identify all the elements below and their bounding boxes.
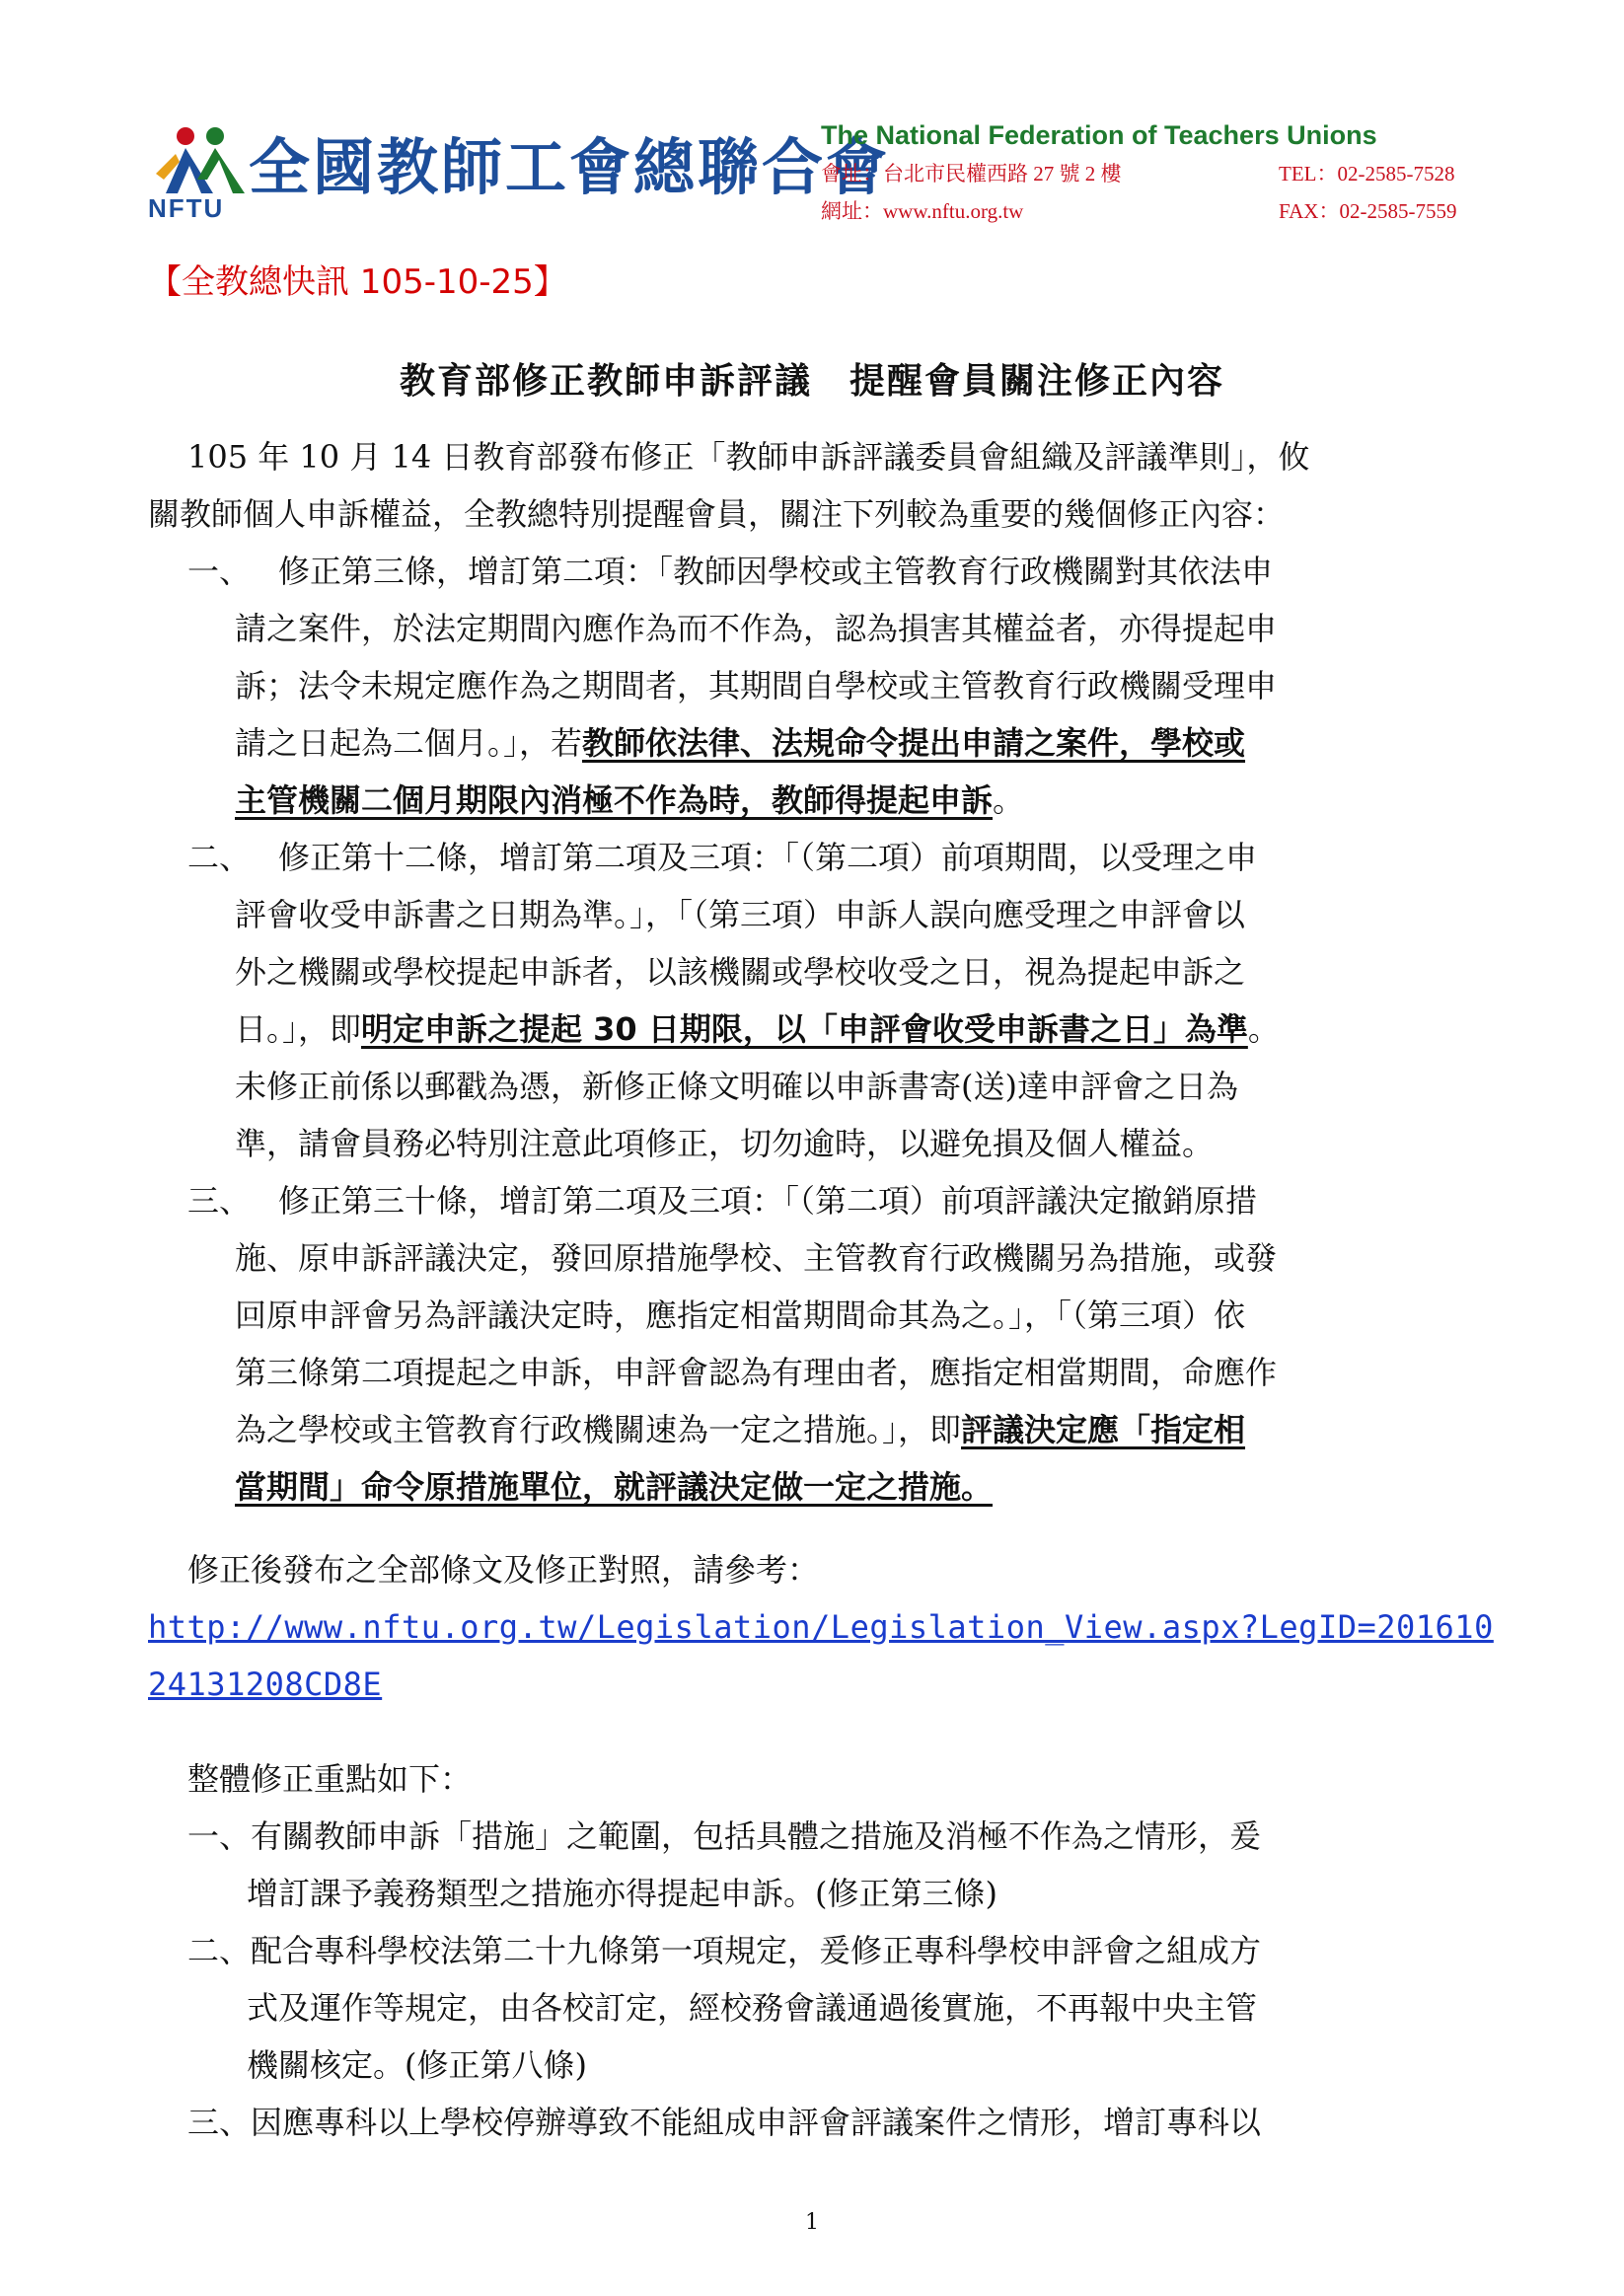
- item-three-line-5-text: 為之學校或主管教育行政機關速為一定之措施。」，即: [235, 1411, 962, 1448]
- item-one-highlight-1: 教師依法律、法規命令提出申請之案件，學校或: [582, 724, 1246, 762]
- item-two-line-1: 修正第十二條，增訂第二項及三項：「（第二項）前項期間，以受理之申: [278, 839, 1258, 876]
- item-one-line-2: 請之案件，於法定期間內應作為而不作為，認為損害其權益者，亦得提起申: [235, 610, 1278, 647]
- item-two-number: 二、: [187, 839, 252, 876]
- item-two-line-4-text: 日。」，即: [235, 1010, 362, 1048]
- intro-line-2: 關教師個人申訴權益，全教總特別提醒會員，關注下列較為重要的幾個修正內容：: [148, 495, 1286, 533]
- intro-line-1: 105 年 10 月 14 日教育部發布修正「教師申訴評議委員會組織及評議準則」，攸: [187, 438, 1310, 476]
- item-one-line-3: 訴；法令未規定應作為之期間者，其期間自學校或主管教育行政機關受理申: [235, 667, 1278, 704]
- reference-link-line-1[interactable]: http://www.nftu.org.tw/Legislation/Legislation_View.aspx?LegID=201610: [148, 1608, 1494, 1646]
- org-website: 網址：www.nftu.org.tw: [821, 199, 1024, 223]
- item-one-line-4: [235, 714, 1245, 772]
- page-number: 1: [805, 2210, 819, 2235]
- item-two-line-5: 未修正前係以郵戳為憑，新修正條文明確以申訴書寄(送)達申評會之日為: [235, 1068, 1238, 1105]
- item-three-highlight-1: 評議決定應「指定相: [961, 1411, 1246, 1448]
- reference-link-line-2[interactable]: 24131208CD8E: [148, 1666, 383, 1703]
- summary-line-3: 二、配合專科學校法第二十九條第一項規定，爰修正專科學校申評會之組成方: [187, 1932, 1262, 1969]
- item-one-line-1: 修正第三條，增訂第二項：「教師因學校或主管教育行政機關對其依法申: [278, 553, 1274, 590]
- item-three-line-1: 修正第三十條，增訂第二項及三項：「（第二項）前項評議決定撤銷原措: [278, 1182, 1258, 1220]
- org-address: 會址：台北市民權西路 27 號 2 樓: [821, 162, 1122, 185]
- item-one-number: 一、: [187, 553, 252, 590]
- item-three-line-5: [235, 1401, 1245, 1458]
- reference-lead: 修正後發布之全部條文及修正對照，請參考：: [187, 1551, 820, 1589]
- item-two-line-6: 準，請會員務必特別注意此項修正，切勿逾時，以避免損及個人權益。: [235, 1125, 1215, 1162]
- org-name-zh: 全國教師工會總聯合會: [249, 131, 891, 203]
- item-two-highlight: 明定申訴之提起 30 日期限，以「申評會收受申訴書之日」為準: [361, 1010, 1248, 1048]
- item-two-line-3: 外之機關或學校提起申訴者，以該機關或學校收受之日，視為提起申訴之: [235, 953, 1246, 991]
- org-fax: FAX：02-2585-7559: [1279, 199, 1457, 223]
- summary-lead: 整體修正重點如下：: [187, 1760, 473, 1798]
- summary-line-4: 式及運作等規定，由各校訂定，經校務會議通過後實施，不再報中央主管: [247, 1989, 1258, 2027]
- summary-line-1: 一、有關教師申訴「措施」之範圍，包括具體之措施及消極不作為之情形，爰: [187, 1817, 1262, 1855]
- page-title: 教育部修正教師申訴評議 提醒會員關注修正內容: [399, 361, 1224, 402]
- org-name-en: The National Federation of Teachers Unions: [821, 120, 1377, 150]
- item-one-line-4-text: 請之日起為二個月。」，若: [235, 724, 583, 762]
- org-tel: TEL：02-2585-7528: [1279, 162, 1455, 185]
- item-three-line-3: 回原申評會另為評議決定時，應指定相當期間命其為之。」，「（第三項）依: [235, 1296, 1246, 1334]
- item-three-line-6: [235, 1458, 993, 1516]
- item-three-number: 三、: [187, 1182, 252, 1220]
- item-one-highlight-2: 主管機關二個月期限內消極不作為時，教師得提起申訴: [235, 781, 994, 819]
- item-three-line-4: 第三條第二項提起之申訴，申評會認為有理由者，應指定相當期間，命應作: [235, 1354, 1278, 1391]
- item-three-line-2: 施、原申訴評議決定，發回原措施學校、主管教育行政機關另為措施，或發: [235, 1239, 1278, 1277]
- item-one-line-5: [235, 772, 1024, 829]
- summary-line-5: 機關核定。(修正第八條): [247, 2046, 587, 2084]
- item-two-line-2: 評會收受申訴書之日期為準。」，「（第三項）申訴人誤向應受理之申評會以: [235, 896, 1246, 933]
- summary-line-2: 增訂課予義務類型之措施亦得提起申訴。(修正第三條): [247, 1875, 997, 1912]
- item-one-line-5-end: 。: [993, 781, 1025, 819]
- item-three-highlight-2: 當期間」命令原措施單位，就評議決定做一定之措施。: [235, 1468, 994, 1506]
- item-two-line-4: [235, 1000, 1280, 1058]
- summary-line-6: 三、因應專科以上學校停辦導致不能組成申評會評議案件之情形，增訂專科以: [187, 2104, 1262, 2141]
- item-two-line-4-end: 。: [1247, 1010, 1280, 1048]
- nftu-label: NFTU: [148, 193, 225, 223]
- flash-tag: 【全教總快訊 105-10-25】: [148, 262, 567, 302]
